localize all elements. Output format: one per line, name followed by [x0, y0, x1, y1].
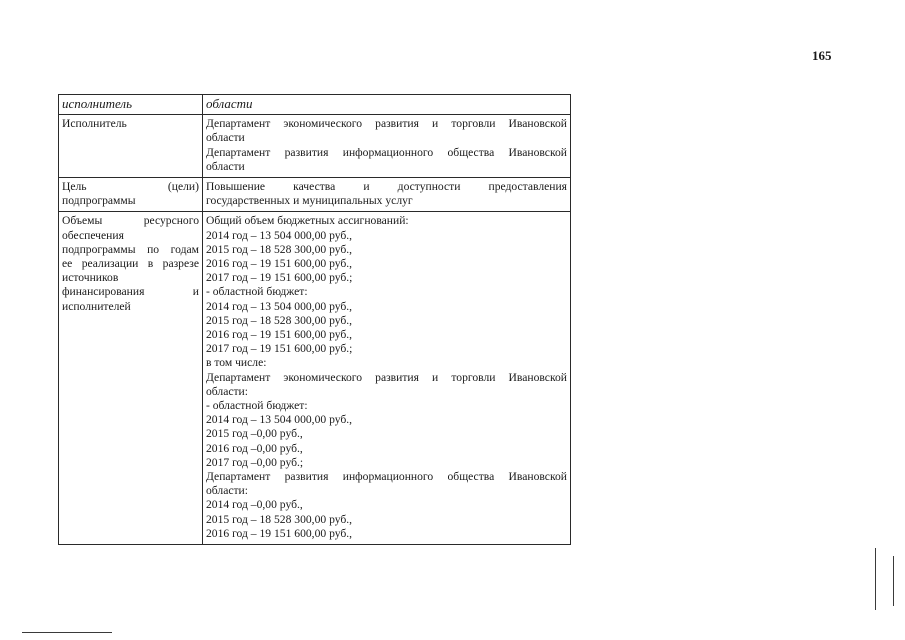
content-line: 2017 год – 19 151 600,00 руб.;	[206, 342, 353, 356]
content-line: 2014 год – 13 504 000,00 руб.,	[206, 299, 353, 313]
content-line: области	[206, 159, 245, 173]
content-line: 2017 год – 19 151 600,00 руб.;	[206, 271, 353, 285]
content-line: области	[206, 131, 245, 145]
content-line: 2016 год – 19 151 600,00 руб.,	[206, 328, 353, 342]
table-row-goal	[59, 178, 571, 212]
row-content	[203, 212, 571, 545]
content-line: Департамент развития информационного общества Ивановской	[206, 145, 567, 159]
content-line: 2015 год –0,00 руб.,	[206, 427, 303, 441]
header-cell-right: области	[203, 95, 571, 115]
table-header-row	[59, 95, 571, 115]
label-line: ее реализации в разрезе	[62, 257, 199, 271]
label-line: подпрограммы по годам	[62, 242, 199, 256]
table-row-funding	[59, 212, 571, 545]
content-line: государственных и муниципальных услуг	[206, 194, 413, 208]
content-line: 2014 год – 13 504 000,00 руб.,	[206, 228, 353, 242]
content-line: Департамент экономического развития и торговли Ивановской	[206, 117, 567, 131]
content-line: 2015 год – 18 528 300,00 руб.,	[206, 512, 353, 526]
row-label	[59, 178, 203, 212]
content-line: - областной бюджет:	[206, 399, 308, 413]
label-line: подпрограммы	[62, 194, 136, 208]
content-line: Департамент развития информационного общества Ивановской	[206, 470, 567, 484]
label-line: финансирования и	[62, 285, 199, 299]
content-line: области:	[206, 484, 248, 498]
table-row-executor	[59, 115, 571, 178]
subprogram-passport-table	[58, 94, 571, 545]
content-line: 2017 год –0,00 руб.;	[206, 455, 304, 469]
content-line: 2015 год – 18 528 300,00 руб.,	[206, 313, 353, 327]
content-line: 2014 год – 13 504 000,00 руб.,	[206, 413, 353, 427]
label-line: источников	[62, 271, 119, 285]
content-line: 2015 год – 18 528 300,00 руб.,	[206, 242, 353, 256]
scan-artifact-right-edge	[875, 548, 876, 610]
content-line: 2016 год – 19 151 600,00 руб.,	[206, 526, 353, 540]
content-line: 2016 год –0,00 руб.,	[206, 441, 303, 455]
row-content	[203, 178, 571, 212]
content-line: 2016 год – 19 151 600,00 руб.,	[206, 257, 353, 271]
content-line: Повышение качества и доступности предоставления	[206, 180, 567, 194]
label-line: обеспечения	[62, 228, 124, 242]
label-line: Исполнитель	[62, 117, 127, 131]
content-line: области:	[206, 384, 248, 398]
label-line: исполнителей	[62, 299, 131, 313]
header-cell-left: исполнитель	[59, 95, 203, 115]
scan-artifact-right-edge-2	[893, 556, 894, 606]
content-line: Департамент экономического развития и торговли Ивановской	[206, 370, 567, 384]
row-label	[59, 212, 203, 545]
page-number: 165	[812, 48, 832, 63]
content-line: в том числе:	[206, 356, 267, 370]
label-line: Объемы ресурсного	[62, 214, 199, 228]
content-line: 2014 год –0,00 руб.,	[206, 498, 303, 512]
scan-artifact-bottom-line	[22, 632, 112, 633]
label-line: Цель (цели)	[62, 180, 199, 194]
content-line: Общий объем бюджетных ассигнований:	[206, 214, 409, 228]
row-label	[59, 115, 203, 178]
content-line: - областной бюджет:	[206, 285, 308, 299]
row-content	[203, 115, 571, 178]
